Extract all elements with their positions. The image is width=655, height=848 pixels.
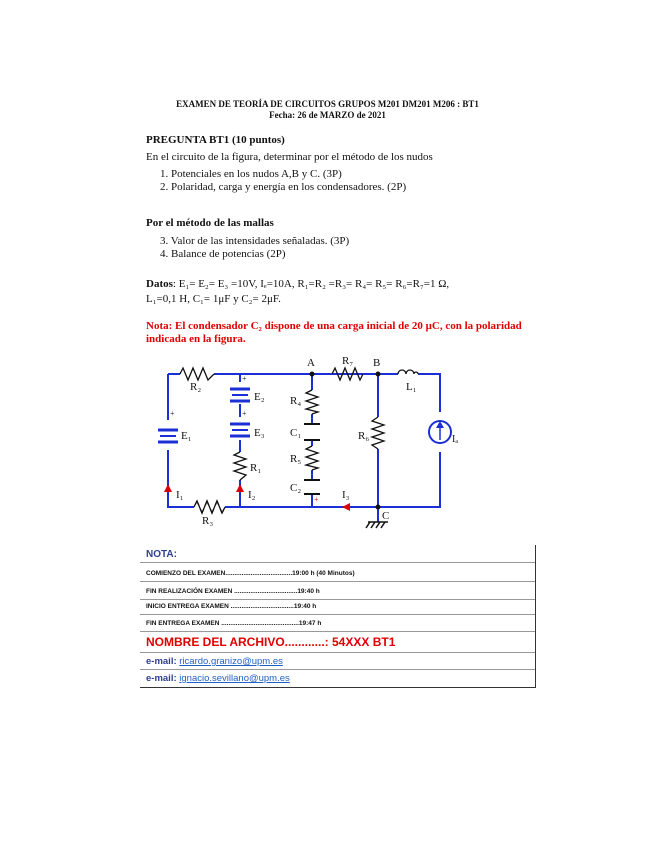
data-values-1: : E₁= E₂= E₃ =10V, Iₑ=10A, R₁=R₂ =R₃= R₄= R₅= R₆=R₇=1 Ω,	[172, 278, 450, 290]
plus-e2: +	[242, 374, 247, 383]
nota-title: NOTA:	[146, 549, 177, 560]
label-e2: E₂	[254, 391, 265, 403]
resistor-r6	[372, 417, 384, 449]
resistor-r2	[180, 368, 214, 380]
capacitor-c2	[304, 480, 320, 494]
label-l1: L₁	[406, 381, 417, 393]
list-item: 2. Polaridad, carga y energía en los condensadores. (2P)	[160, 181, 407, 193]
list-item: 4. Balance de potencias (2P)	[160, 248, 286, 260]
label-r3: R₃	[202, 515, 214, 527]
arrow-i3	[342, 503, 350, 511]
plus-c2: +	[314, 495, 319, 504]
mesh-list	[160, 235, 349, 261]
mesh-title: Por el método de las mallas	[146, 217, 274, 229]
label-ig: Iₐ	[452, 434, 459, 445]
label-node-b: B	[373, 357, 381, 369]
file-name: NOMBRE DEL ARCHIVO............: 54XXX BT1	[146, 635, 396, 649]
capacitor-c1	[304, 424, 320, 440]
source-e1	[158, 420, 178, 450]
label-c2: C₂	[290, 482, 302, 494]
nota-row-delivery-end: FIN ENTREGA EXAMEN ...........................................19:47 h	[146, 620, 322, 627]
data-line-1	[146, 278, 526, 290]
nota-row-end: FIN REALIZACIÓN EXAMEN ...................................19:40 h	[146, 588, 320, 595]
current-source-ig	[429, 421, 451, 443]
plus-e1: +	[170, 409, 175, 418]
resistor-r1	[234, 452, 246, 480]
divider	[140, 669, 535, 670]
resistor-r4	[306, 390, 318, 414]
email-row-2	[146, 673, 290, 684]
email-label: e-mail:	[146, 656, 177, 667]
arrow-i1	[164, 484, 172, 492]
label-i1: I₁	[176, 489, 184, 501]
question-intro: En el circuito de la figura, determinar por el método de los nudos	[146, 151, 433, 163]
nota-row-start: COMIENZO DEL EXAMEN.....................................19:00 h (40 Minutos)	[146, 570, 355, 577]
exam-date: Fecha: 26 de MARZO de 2021	[269, 110, 386, 120]
divider	[140, 581, 535, 582]
resistor-r5	[306, 446, 318, 470]
divider	[140, 614, 535, 615]
divider	[140, 562, 535, 563]
label-r1: R₁	[250, 462, 262, 474]
source-e2	[230, 382, 250, 404]
arrow-i2	[236, 484, 244, 492]
label-r2: R₂	[190, 381, 202, 393]
email-link-ricardo[interactable]: ricardo.granizo@upm.es	[179, 656, 283, 667]
capacitor-note: Nota: El condensador C₂ dispone de una carga inicial de 20 μC, con la polaridad indicada en la figura.	[146, 320, 522, 345]
node-a-dot	[310, 372, 315, 377]
question-title: PREGUNTA BT1 (10 puntos)	[146, 134, 285, 146]
node-c-dot	[376, 505, 381, 510]
ground-icon	[366, 522, 388, 528]
node-b-dot	[376, 372, 381, 377]
divider	[140, 599, 535, 600]
label-r5: R₅	[290, 453, 302, 465]
nodes-list	[160, 168, 406, 194]
label-i3: I₃	[342, 489, 350, 501]
label-i2: I₂	[248, 489, 256, 501]
email-label: e-mail:	[146, 673, 177, 684]
label-node-a: A	[307, 357, 315, 369]
divider	[140, 652, 535, 653]
label-node-c: C	[382, 510, 390, 522]
nota-row-delivery-start: INICIO ENTREGA EXAMEN ...................................19:40 h	[146, 603, 317, 610]
list-item: 1. Potenciales en los nudos A,B y C. (3P)	[160, 168, 342, 180]
label-r6: R₆	[358, 430, 370, 442]
divider	[140, 631, 535, 632]
data-label: Datos	[146, 278, 173, 290]
source-e3	[230, 417, 250, 440]
data-line-2: L₁=0,1 H, C₁= 1μF y C₂= 2μF.	[146, 293, 281, 305]
plus-e3: +	[242, 409, 247, 418]
label-r7: R₇	[342, 355, 354, 367]
exam-title: EXAMEN DE TEORÍA DE CIRCUITOS GRUPOS M201 DM201 M206 : BT1	[176, 99, 479, 109]
circuit-diagram	[150, 352, 459, 537]
label-e3: E₃	[254, 427, 265, 439]
label-e1: E₁	[181, 430, 192, 442]
email-link-ignacio[interactable]: ignacio.sevillano@upm.es	[179, 673, 290, 684]
circuit-wires	[168, 374, 440, 522]
label-c1: C₁	[290, 427, 302, 439]
email-row-1	[146, 656, 283, 667]
list-item: 3. Valor de las intensidades señaladas. (3P)	[160, 235, 350, 247]
inductor-l1	[398, 370, 418, 374]
label-r4: R₄	[290, 395, 302, 407]
